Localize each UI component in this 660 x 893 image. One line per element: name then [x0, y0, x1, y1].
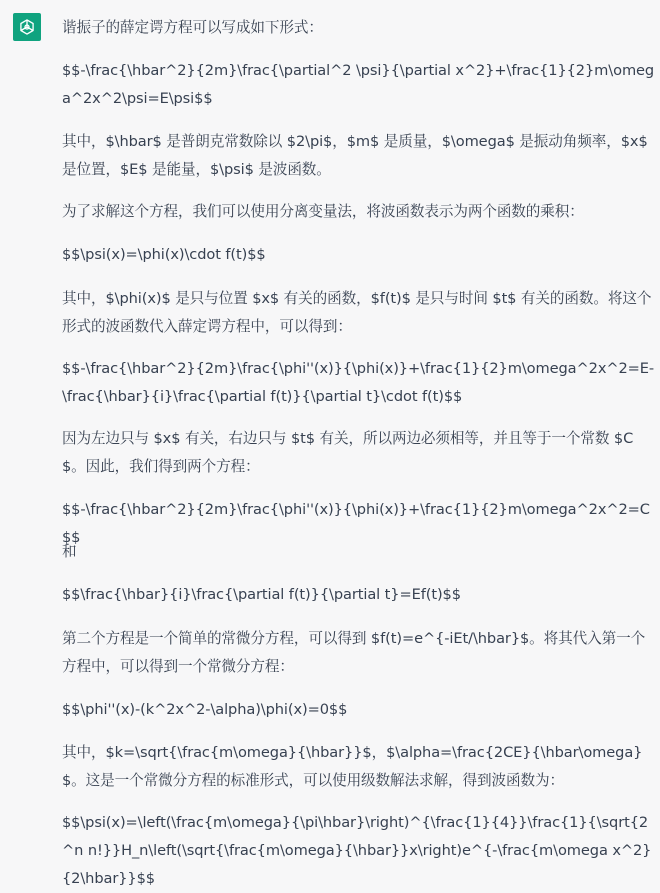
assistant-avatar: [13, 13, 41, 41]
equation-block: $$-\frac{\hbar^2}{2m}\frac{\phi''(x)}{\phi(x)}+\frac{1}{2}m\omega^2x^2=E-\frac{\hbar}{i}\frac{\partial f(t)}{\partial t}\cdot f(t)$$: [62, 360, 655, 405]
message-paragraph: 其中，$\phi(x)$ 是只与位置 $x$ 有关的函数，$f(t)$ 是只与时间 $t$ 有关的函数。将这个形式的波函数代入薛定谔方程中，可以得到：: [62, 290, 652, 335]
equation-block: $$\psi(x)=\left(\frac{m\omega}{\pi\hbar}\right)^{\frac{1}{4}}\frac{1}{\sqrt{2^n n!}}H_n\left(\sqrt{\frac{m\omega}{\hbar}}x\right)e^{-\frac{m\omega x^2}{2\hbar}}$$: [62, 814, 652, 887]
message-paragraph: 因为左边只与 $x$ 有关，右边只与 $t$ 有关，所以两边必须相等，并且等于一个常数 $C$。因此，我们得到两个方程：: [62, 430, 634, 475]
message-paragraph: 第二个方程是一个简单的常微分方程，可以得到 $f(t)=e^{-iEt/\hbar}$。将其代入第一个方程中，可以得到一个常微分方程：: [62, 630, 646, 675]
message-paragraph: 其中，$k=\sqrt{\frac{m\omega}{\hbar}}$，$\alpha=\frac{2CE}{\hbar\omega}$。这是一个常微分方程的标准形式，可以使用级数解法求解，得到波函数为：: [62, 744, 643, 789]
equation-block: $$\frac{\hbar}{i}\frac{\partial f(t)}{\partial t}=Ef(t)$$: [62, 586, 461, 603]
equation-block: $$\phi''(x)-(k^2x^2-\alpha)\phi(x)=0$$: [62, 701, 348, 718]
message-paragraph: 其中，$\hbar$ 是普朗克常数除以 $2\pi$，$m$ 是质量，$\omega$ 是振动角频率，$x$ 是位置，$E$ 是能量，$\psi$ 是波函数。: [62, 133, 648, 178]
equation-block: $$\psi(x)=\phi(x)\cdot f(t)$$: [62, 246, 266, 263]
message-paragraph: 为了求解这个方程，我们可以使用分离变量法，将波函数表示为两个函数的乘积：: [62, 203, 584, 220]
equation-block: $$-\frac{\hbar^2}{2m}\frac{\partial^2 \psi}{\partial x^2}+\frac{1}{2}m\omega^2x^2\psi=E\psi$$: [62, 62, 655, 107]
message-paragraph: 谐振子的薛定谔方程可以写成如下形式：: [62, 19, 323, 36]
message-paragraph: 和: [62, 543, 77, 560]
equation-block: $$-\frac{\hbar^2}{2m}\frac{\phi''(x)}{\phi(x)}+\frac{1}{2}m\omega^2x^2=C$$: [62, 501, 650, 546]
openai-logo-icon: [17, 17, 37, 37]
